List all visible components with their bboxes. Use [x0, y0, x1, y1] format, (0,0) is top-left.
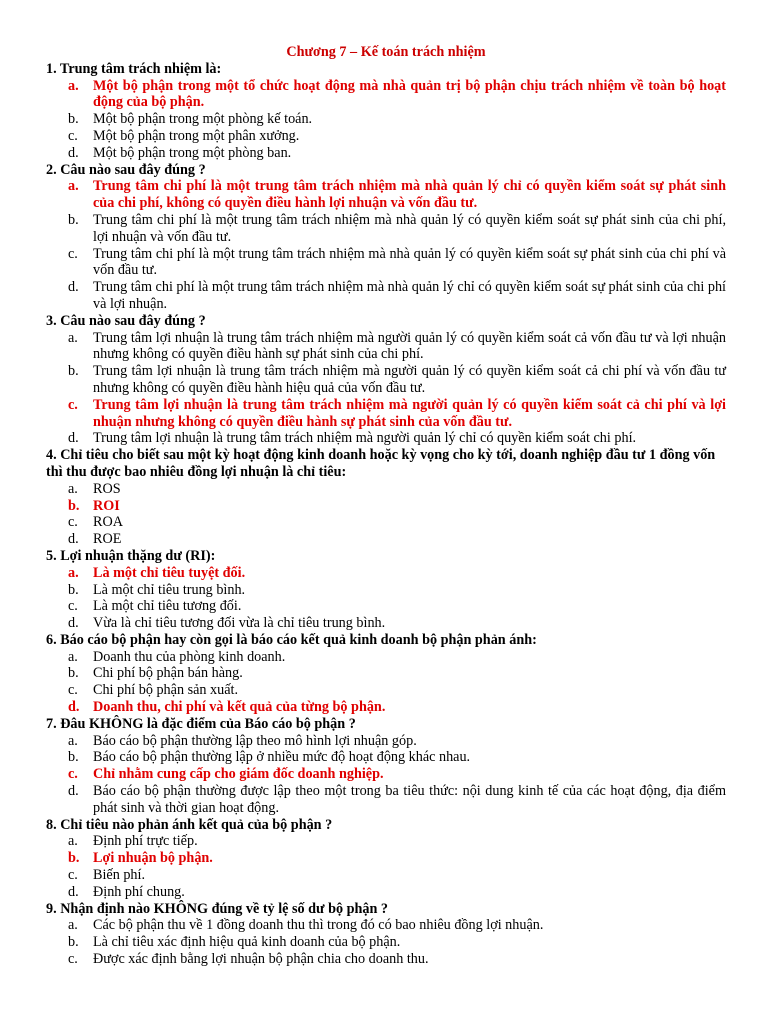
option-label: d. — [68, 615, 79, 632]
question-block — [46, 61, 726, 162]
option-text: Trung tâm lợi nhuận là trung tâm trách nhiệm mà người quản lý có quyền kiểm soát cả chi phí và lợi nhuận nhưng không có quyền điều hành sự phát sinh của vốn đầu tư. — [93, 396, 726, 430]
answer-option — [46, 867, 726, 884]
option-text: Một bộ phận trong một phòng kế toán. — [93, 111, 313, 128]
option-text: Trung tâm chi phí là một trung tâm trách nhiệm mà nhà quản lý có quyền kiểm soát sự phát sinh của chi phí, lợi nhuận và vốn đầu tư. — [93, 211, 726, 245]
answer-option — [46, 783, 726, 817]
chapter-title: Chương 7 – Kế toán trách nhiệm — [286, 44, 486, 60]
option-label: a. — [68, 77, 79, 94]
question-block — [46, 817, 726, 901]
question-text: 7. Đâu KHÔNG là đặc điểm của Báo cáo bộ phận ? — [46, 715, 356, 732]
option-text: Trung tâm chi phí là một trung tâm trách nhiệm mà nhà quản lý chỉ có quyền kiểm soát sự phát sinh của chi phí, không có quyền điều hành lợi nhuận và vốn đầu tư. — [93, 178, 726, 212]
option-label: a. — [68, 917, 78, 934]
question-text: 1. Trung tâm trách nhiệm là: — [46, 60, 222, 77]
answer-option — [46, 884, 726, 901]
answer-option — [46, 128, 726, 145]
option-label: c. — [68, 867, 78, 884]
option-text: Là một chỉ tiêu tuyệt đối. — [93, 564, 246, 581]
question-block — [46, 313, 726, 447]
option-text: ROI — [93, 497, 120, 514]
answer-option-correct — [46, 178, 726, 212]
answer-option — [46, 598, 726, 615]
option-label: d. — [68, 883, 79, 900]
answer-option — [46, 246, 726, 280]
option-label: b. — [68, 665, 79, 682]
question-block — [46, 632, 726, 716]
option-label: b. — [68, 581, 79, 598]
option-text: Định phí trực tiếp. — [93, 833, 198, 850]
answer-option — [46, 917, 726, 934]
answer-option — [46, 481, 726, 498]
answer-option — [46, 682, 726, 699]
option-text: Vừa là chỉ tiêu tương đối vừa là chỉ tiêu trung bình. — [93, 615, 386, 632]
option-text: Trung tâm chi phí là một trung tâm trách nhiệm mà nhà quản lý chỉ có quyền kiểm soát sự phát sinh của chi phí và lợi nhuận. — [93, 279, 726, 312]
question-block — [46, 447, 726, 548]
option-text: Lợi nhuận bộ phận. — [93, 850, 213, 867]
question-block — [46, 716, 726, 817]
option-label: a. — [68, 329, 78, 346]
question-text: 8. Chỉ tiêu nào phản ánh kết quả của bộ phận ? — [46, 816, 333, 833]
option-label: d. — [68, 144, 79, 161]
answer-option — [46, 615, 726, 632]
option-label: b. — [68, 111, 79, 128]
option-label: a. — [68, 178, 79, 195]
option-label: c. — [68, 127, 78, 144]
option-text: Trung tâm lợi nhuận là trung tâm trách nhiệm mà người quản lý chỉ có quyền kiểm soát chi phí. — [93, 430, 637, 447]
answer-option — [46, 430, 726, 447]
option-text: Chỉ nhằm cung cấp cho giám đốc doanh nghiệp. — [93, 766, 384, 783]
answer-option — [46, 934, 726, 951]
question-text: 5. Lợi nhuận thặng dư (RI): — [46, 547, 216, 564]
answer-option-correct — [46, 78, 726, 112]
question-block — [46, 901, 726, 968]
option-text: Báo cáo bộ phận thường lập ở nhiều mức độ hoạt động khác nhau. — [93, 749, 471, 766]
option-label: b. — [68, 850, 80, 867]
option-text: ROE — [93, 531, 122, 548]
option-text: Báo cáo bộ phận thường được lập theo một trong ba tiêu thức: nội dung kinh tế của các hoạt động, địa điểm phát sinh và thời gian hoạt động. — [93, 783, 726, 816]
option-text: Doanh thu của phòng kinh doanh. — [93, 648, 286, 665]
document-page — [46, 44, 726, 968]
answer-option — [46, 649, 726, 666]
answer-option — [46, 514, 726, 531]
option-text: Báo cáo bộ phận thường lập theo mô hình lợi nhuận góp. — [93, 732, 417, 749]
option-label: d. — [68, 699, 80, 716]
answer-option — [46, 212, 726, 246]
option-text: Doanh thu, chi phí và kết quả của từng bộ phận. — [93, 699, 386, 716]
answer-option — [46, 531, 726, 548]
answer-option — [46, 665, 726, 682]
question-text: 9. Nhận định nào KHÔNG đúng về tỷ lệ số dư bộ phận ? — [46, 900, 389, 917]
option-text: Chi phí bộ phận bán hàng. — [93, 665, 243, 682]
option-label: a. — [68, 480, 78, 497]
answer-option — [46, 279, 726, 313]
option-label: b. — [68, 363, 79, 380]
option-label: a. — [68, 648, 78, 665]
answer-option — [46, 111, 726, 128]
answer-option — [46, 363, 726, 397]
option-label: d. — [68, 279, 79, 296]
answer-option — [46, 833, 726, 850]
question-text: 4. Chỉ tiêu cho biết sau một kỳ hoạt động kinh doanh hoặc kỳ vọng cho kỳ tới, doanh nghiệp đầu tư 1 đồng vốn thì thu được bao nhiêu đồng lợi nhuận là chỉ tiêu: — [46, 447, 716, 480]
option-text: Là một chỉ tiêu trung bình. — [93, 581, 246, 598]
question-block — [46, 162, 726, 313]
question-block — [46, 548, 726, 632]
option-text: Trung tâm lợi nhuận là trung tâm trách nhiệm mà người quản lý có quyền kiểm soát cả chi phí và vốn đầu tư nhưng không có quyền điều hành hiệu quả của vốn đầu tư. — [93, 363, 726, 396]
option-label: c. — [68, 396, 78, 413]
option-label: d. — [68, 783, 79, 800]
option-text: ROA — [93, 514, 123, 531]
question-list — [46, 61, 726, 968]
answer-option — [46, 951, 726, 968]
option-text: Chi phí bộ phận sản xuất. — [93, 682, 239, 699]
option-label: b. — [68, 749, 79, 766]
option-label: a. — [68, 732, 78, 749]
answer-option — [46, 330, 726, 364]
option-text: Một bộ phận trong một tổ chức hoạt động mà nhà quản trị bộ phận chịu trách nhiệm về toàn bộ hoạt động của bộ phận. — [93, 77, 726, 111]
option-label: b. — [68, 211, 79, 228]
option-label: c. — [68, 766, 78, 783]
option-text: Biến phí. — [93, 867, 146, 884]
option-text: Định phí chung. — [93, 883, 185, 900]
answer-option-correct — [46, 498, 726, 515]
answer-option — [46, 145, 726, 162]
answer-option-correct — [46, 397, 726, 431]
option-label: b. — [68, 934, 79, 951]
option-label: a. — [68, 564, 79, 581]
option-label: c. — [68, 514, 78, 531]
option-label: d. — [68, 430, 79, 447]
option-text: Là một chỉ tiêu tương đối. — [93, 598, 242, 615]
option-text: Các bộ phận thu về 1 đồng doanh thu thì trong đó có bao nhiêu đồng lợi nhuận. — [93, 917, 544, 934]
question-text: 3. Câu nào sau đây đúng ? — [46, 312, 206, 329]
option-label: a. — [68, 833, 78, 850]
answer-option-correct — [46, 699, 726, 716]
answer-option — [46, 582, 726, 599]
option-label: b. — [68, 497, 80, 514]
option-text: Là chỉ tiêu xác định hiệu quả kinh doanh của bộ phận. — [93, 934, 401, 951]
option-label: d. — [68, 531, 79, 548]
option-label: c. — [68, 245, 78, 262]
question-text: 2. Câu nào sau đây đúng ? — [46, 161, 206, 178]
option-text: Trung tâm lợi nhuận là trung tâm trách nhiệm mà người quản lý có quyền kiểm soát cả vốn đầu tư và lợi nhuận nhưng không có quyền điều hành sự phát sinh của chi phí. — [93, 329, 726, 363]
answer-option-correct — [46, 766, 726, 783]
option-text: Trung tâm chi phí là một trung tâm trách nhiệm mà nhà quản lý có quyền kiểm soát sự phát sinh của chi phí và vốn đầu tư. — [93, 245, 726, 279]
answer-option-correct — [46, 565, 726, 582]
answer-option — [46, 733, 726, 750]
option-text: Một bộ phận trong một phòng ban. — [93, 144, 292, 161]
option-text: Được xác định bằng lợi nhuận bộ phận chia cho doanh thu. — [93, 951, 429, 968]
question-text: 6. Báo cáo bộ phận hay còn gọi là báo cáo kết quả kinh doanh bộ phận phản ánh: — [46, 631, 537, 648]
option-text: Một bộ phận trong một phân xưởng. — [93, 127, 300, 144]
option-label: c. — [68, 682, 78, 699]
option-label: c. — [68, 598, 78, 615]
answer-option-correct — [46, 850, 726, 867]
answer-option — [46, 749, 726, 766]
option-text: ROS — [93, 480, 121, 497]
option-label: c. — [68, 951, 78, 968]
